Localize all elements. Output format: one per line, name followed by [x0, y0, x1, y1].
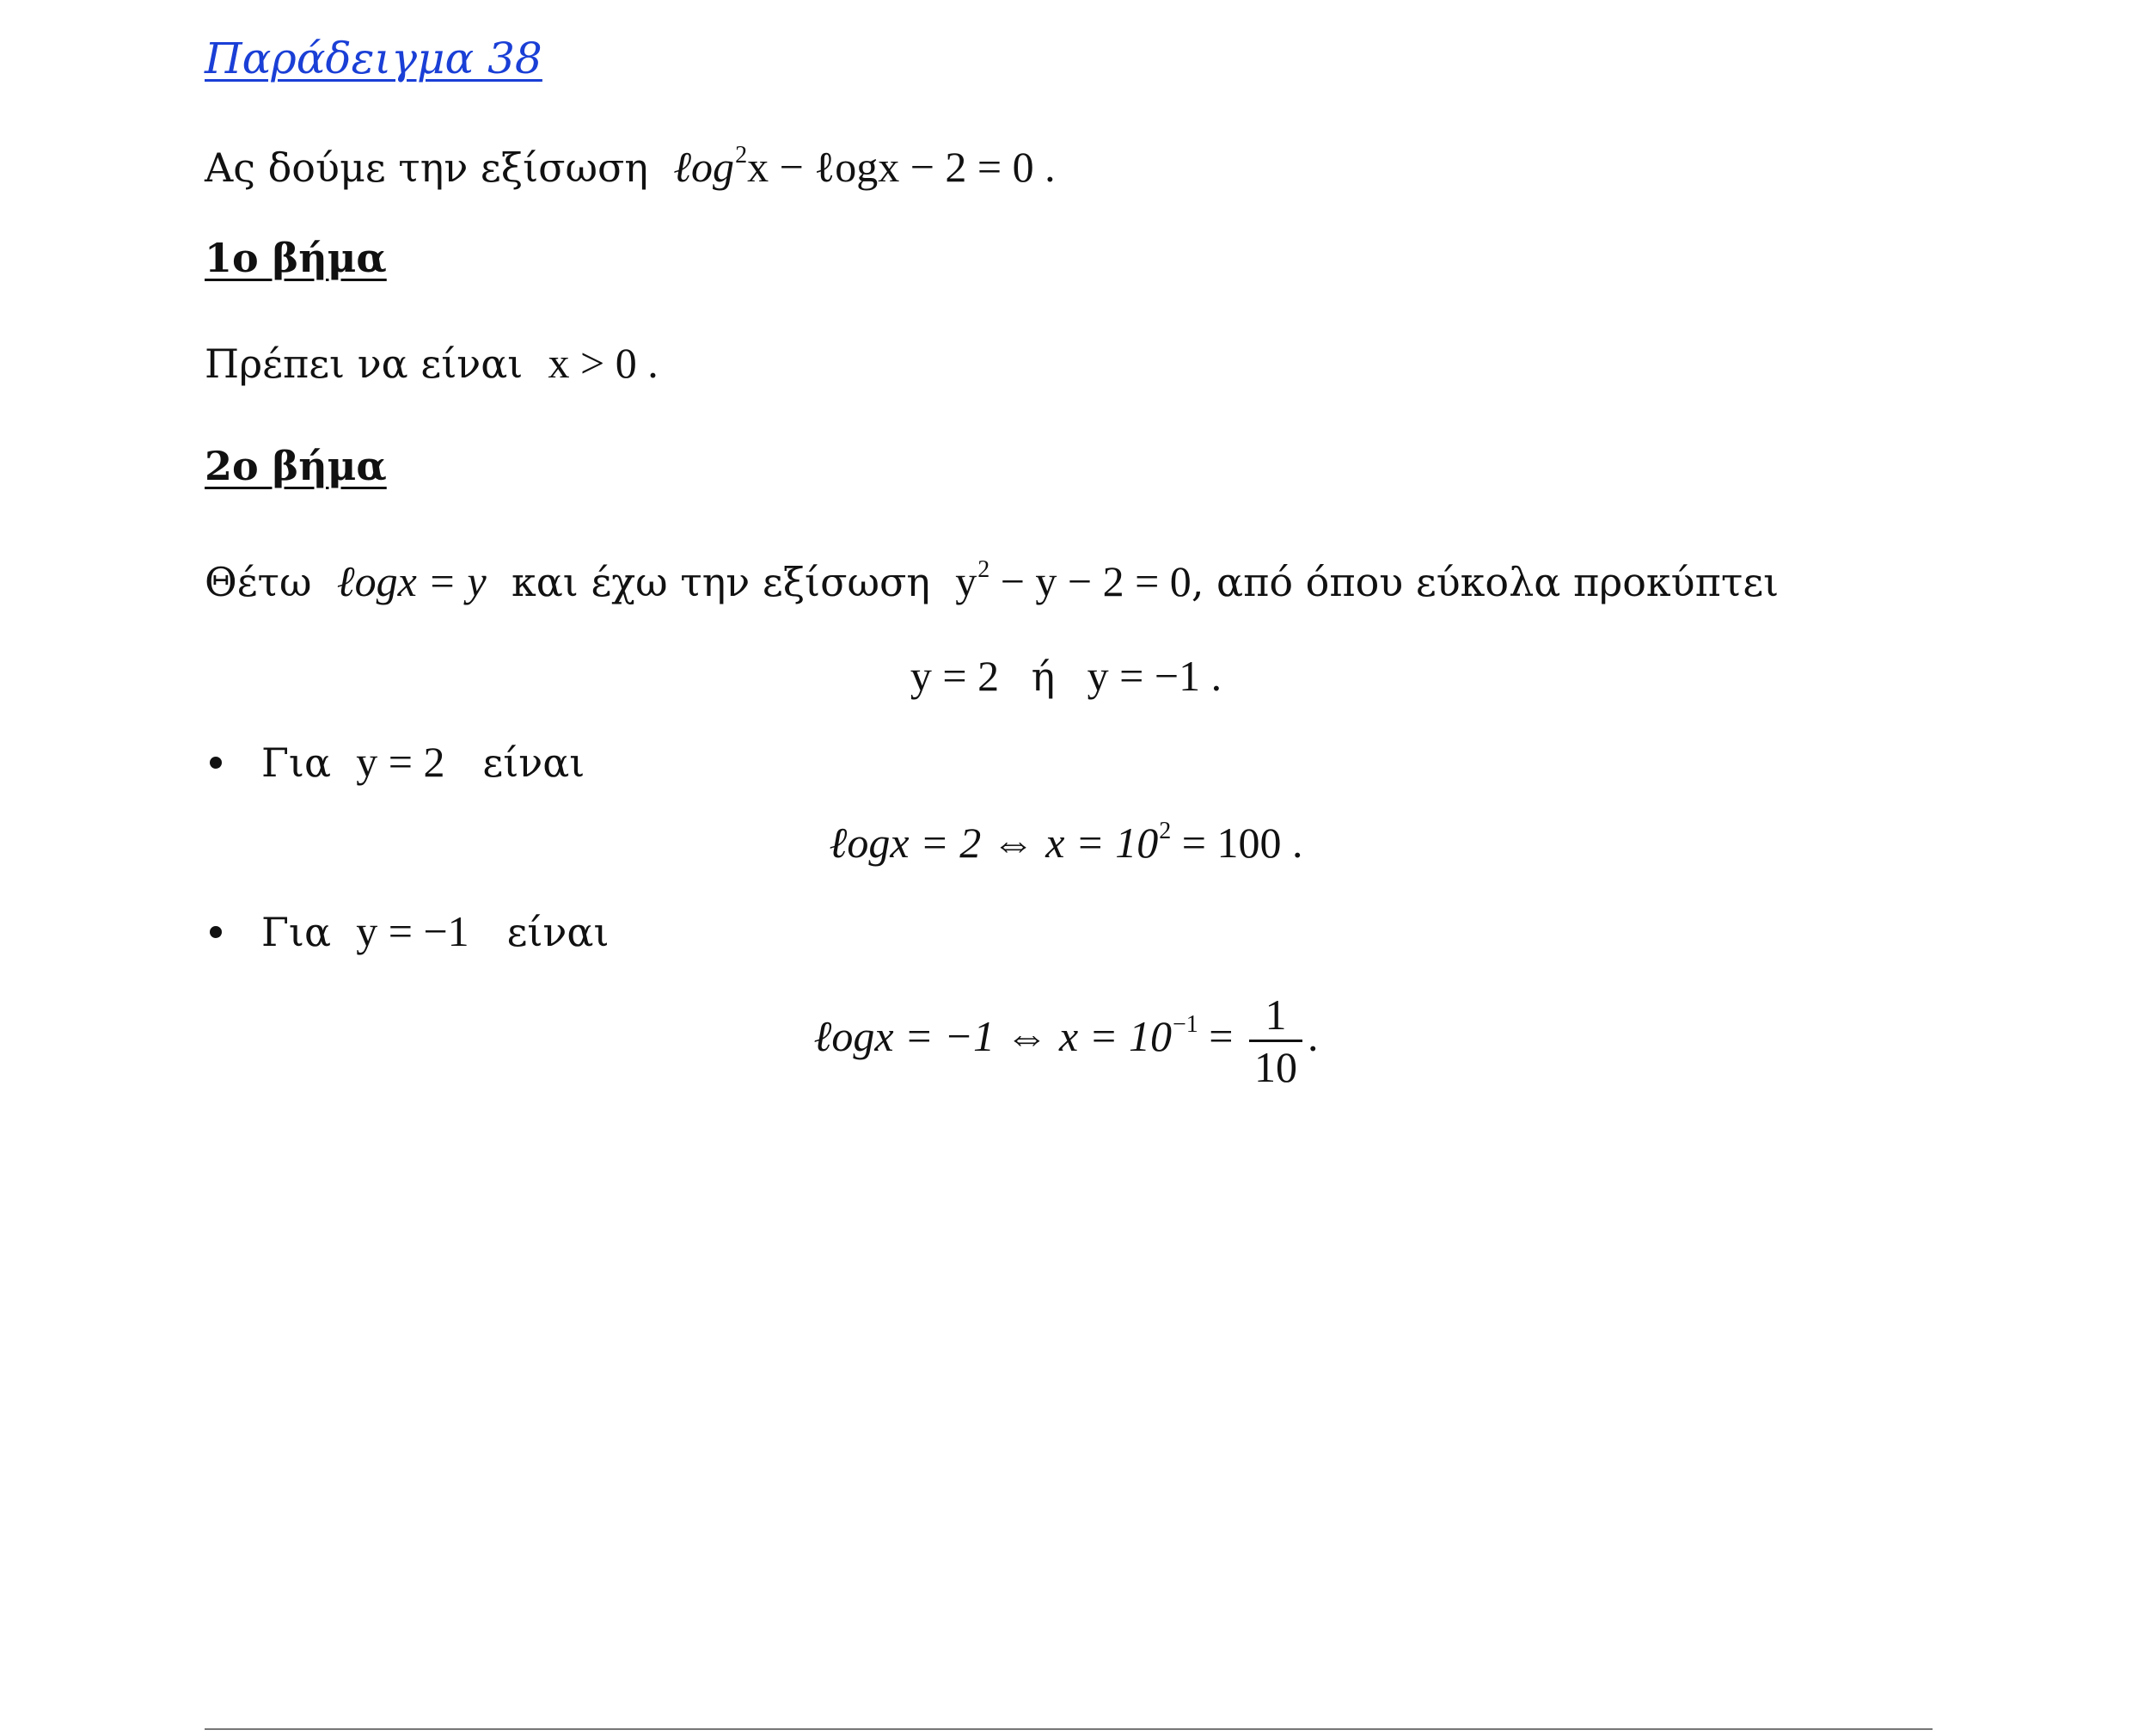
- case1-equation-exponent: 2: [1159, 818, 1172, 844]
- case1-equation-rest: = 100 .: [1181, 819, 1303, 867]
- root-left: y = 2: [910, 652, 1000, 700]
- intro-equation-exponent: 2: [735, 142, 748, 169]
- roots-line: [0, 650, 2132, 702]
- case2-equation-end: .: [1307, 1012, 1319, 1060]
- bullet-2-icon: [210, 926, 222, 938]
- step2-heading: 2ο βήμα: [205, 443, 387, 489]
- step2-quadratic-rest: − y − 2 = 0: [1000, 557, 1192, 605]
- case2-equation-main: ℓogx = −1 ⇔ x = 10: [813, 1012, 1172, 1060]
- step2-quadratic: [955, 557, 1192, 605]
- root-or: ή: [1031, 653, 1056, 700]
- step2-tail: , από όπου εύκολα προκύπτει: [1191, 559, 1780, 605]
- intro-line: [205, 141, 1056, 200]
- example-title-link[interactable]: Παράδειγμα 38: [205, 34, 542, 83]
- step1-line: [205, 337, 659, 390]
- case2-lead: Για: [261, 909, 332, 955]
- case2-equation: [0, 980, 2132, 1100]
- step2-line: [205, 555, 1779, 615]
- footer-divider: [205, 1728, 1933, 1730]
- bullet-1-icon: [210, 757, 222, 769]
- case2-equation-exponent: −1: [1172, 1011, 1198, 1038]
- fraction: [1249, 990, 1302, 1092]
- case1-equation-main: ℓogx = 2 ⇔ x = 10: [829, 819, 1159, 867]
- step1-heading: 1ο βήμα: [205, 235, 387, 281]
- case1-equation: [0, 817, 2132, 876]
- step2-substitution: [337, 557, 487, 605]
- intro-equation-log: ℓog: [673, 143, 735, 191]
- case1-condition: y = 2: [356, 738, 445, 786]
- case2-equation-equals: =: [1209, 1012, 1234, 1060]
- intro-equation: [673, 143, 1055, 191]
- step1-math: x > 0 .: [548, 339, 659, 387]
- fraction-denominator: 10: [1253, 1043, 1297, 1092]
- example-title[interactable]: [205, 33, 542, 84]
- intro-equation-rest: x − ℓogx − 2 = 0 .: [747, 143, 1056, 191]
- case1-verb: είναι: [482, 739, 585, 786]
- case2-condition: y = −1: [356, 907, 469, 955]
- step1-text: Πρέπει να είναι: [205, 340, 524, 387]
- step2-quadratic-exponent: 2: [977, 556, 990, 583]
- step2-mid: και έχω την εξίσωση: [511, 559, 930, 605]
- fraction-numerator: 1: [1265, 991, 1287, 1040]
- step2-substitution-text: ℓogx = y: [336, 557, 487, 605]
- case2-line: [261, 905, 610, 958]
- case1-lead: Για: [261, 739, 332, 786]
- root-right: y = −1 .: [1087, 652, 1222, 700]
- intro-text: Ας δούμε την εξίσωση: [205, 144, 648, 191]
- case2-verb: είναι: [506, 909, 610, 955]
- step2-quadratic-y: y: [955, 557, 977, 605]
- case1-line: [261, 736, 585, 788]
- step2-lead: Θέτω: [205, 559, 312, 605]
